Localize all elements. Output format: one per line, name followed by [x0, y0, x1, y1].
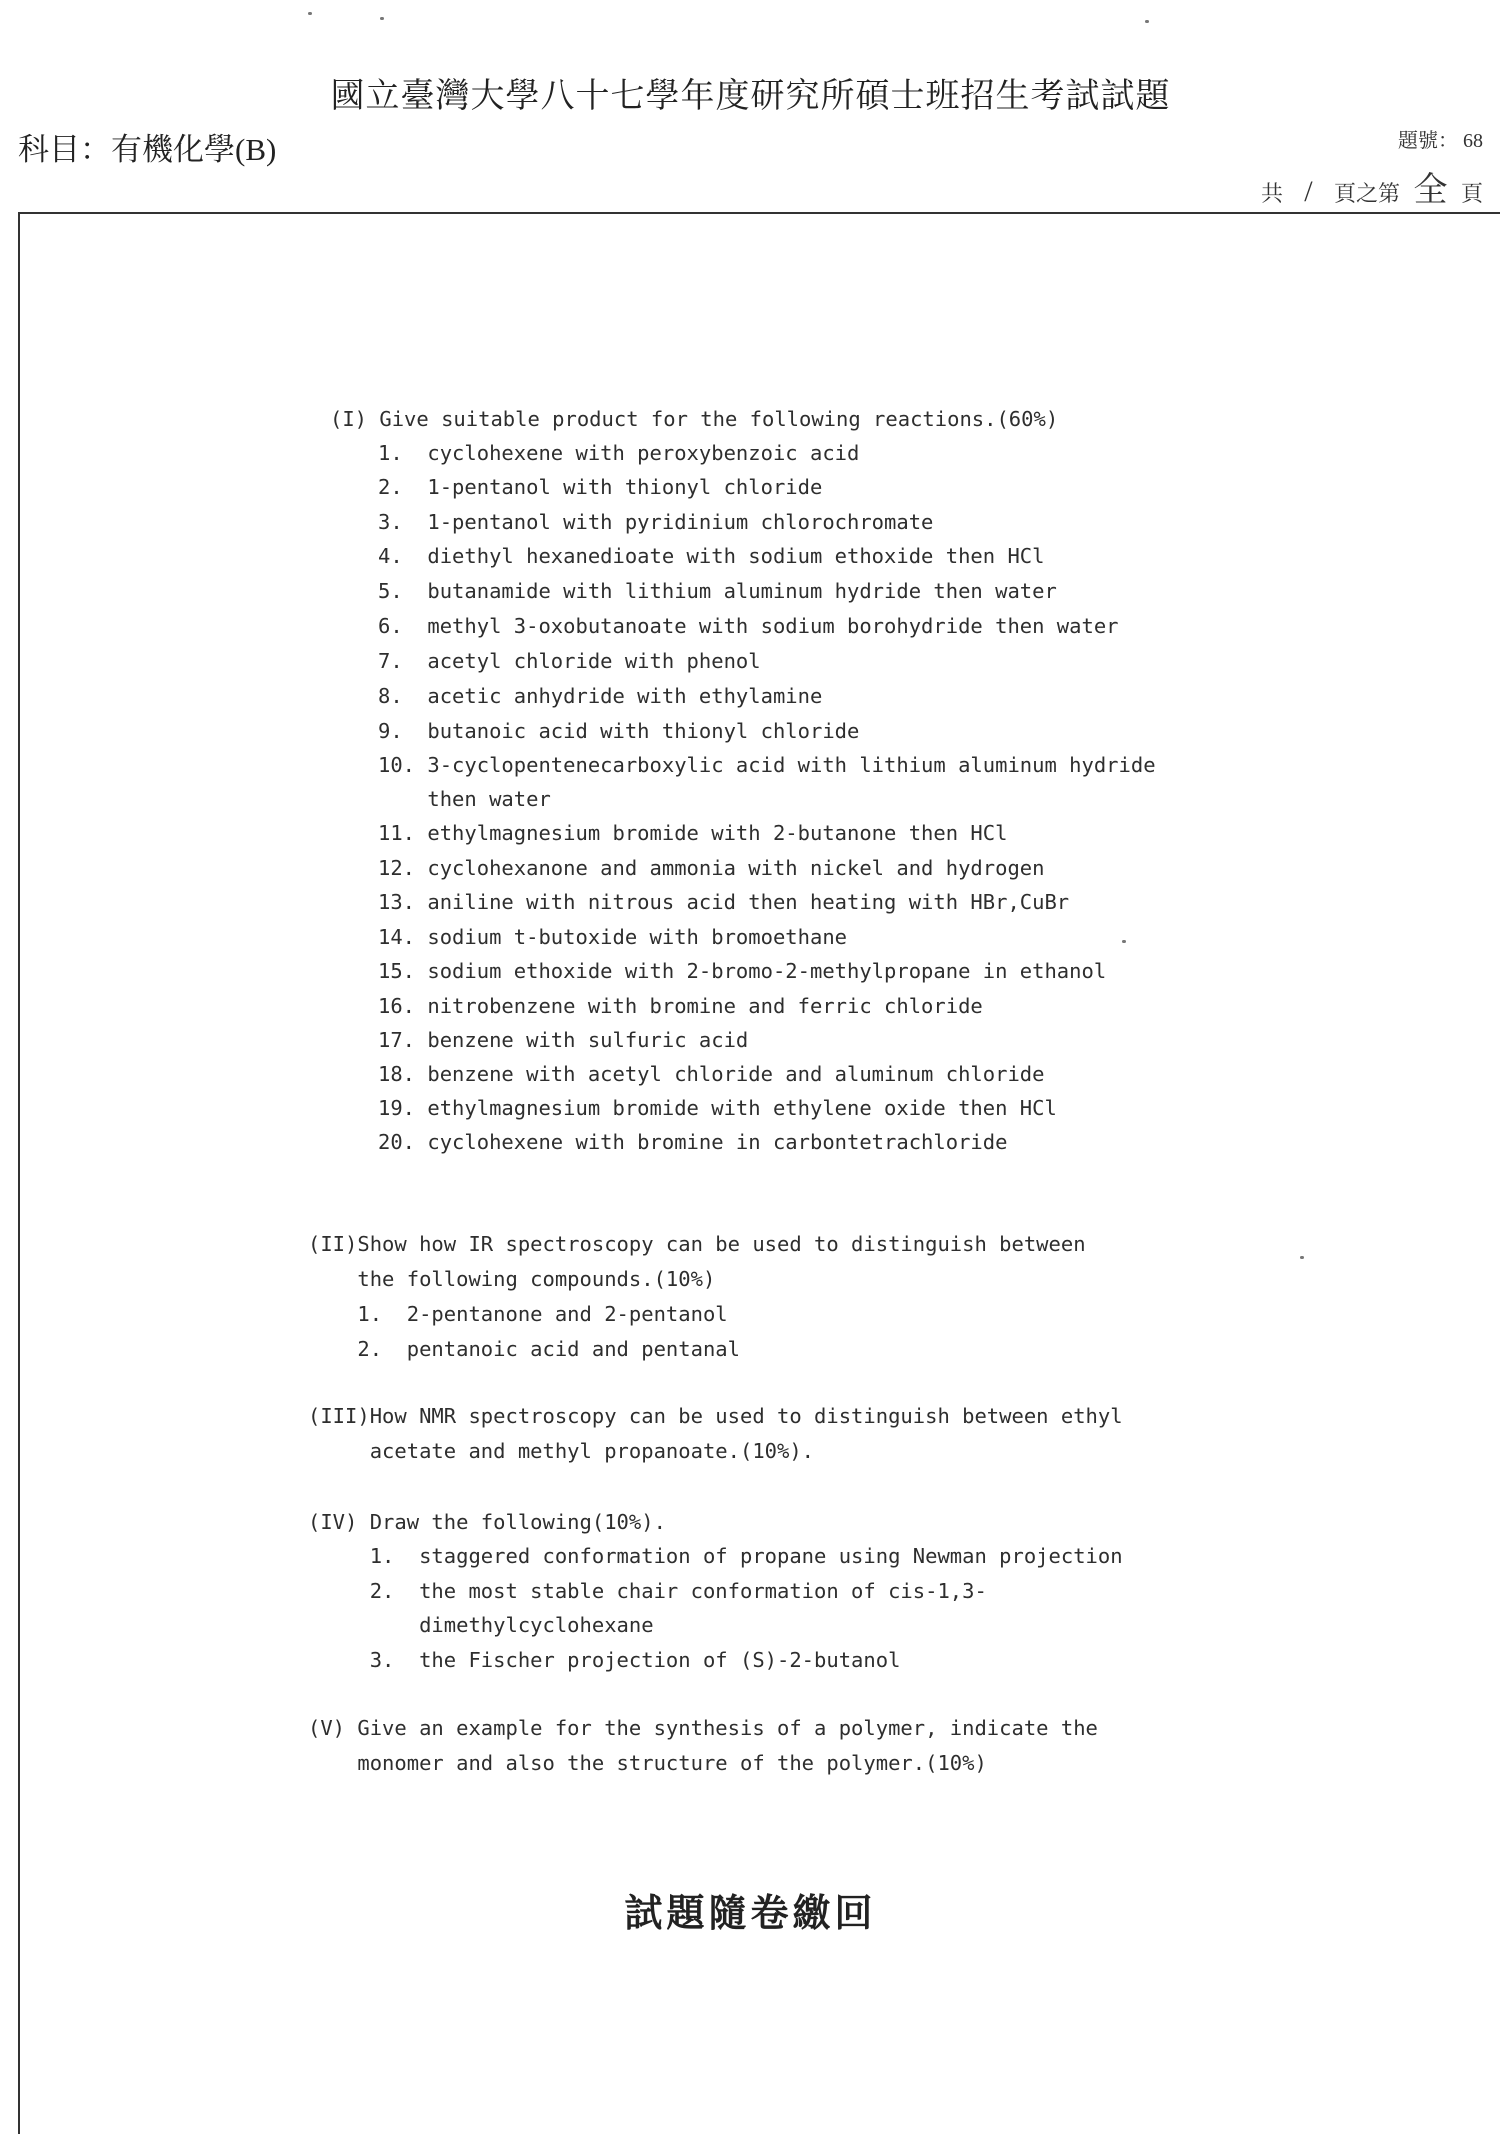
question-item: 17. benzene with sulfuric acid	[378, 1028, 749, 1052]
question-item: 1. 2-pentanone and 2-pentanol	[308, 1302, 728, 1326]
question-item: 18. benzene with acetyl chloride and aluminum chloride	[378, 1062, 1045, 1086]
question-item: 16. nitrobenzene with bromine and ferric chloride	[378, 994, 983, 1018]
section-2-heading: (II)Show how IR spectroscopy can be used to distinguish between	[308, 1232, 1086, 1256]
scan-speck	[1300, 1256, 1304, 1259]
question-item: 14. sodium t-butoxide with bromoethane	[378, 925, 847, 949]
return-notice-stamp: 試題隨卷繳回	[624, 1893, 877, 1935]
subject-label: 科目：有機化學(B)	[18, 132, 277, 167]
section-3-line: acetate and methyl propanoate.(10%).	[308, 1439, 815, 1463]
page-title: 國立臺灣大學八十七學年度研究所碩士班招生考試試題	[330, 78, 1171, 115]
section-1-heading: (I) Give suitable product for the following reactions.(60%)	[330, 407, 1059, 431]
question-item: 13. aniline with nitrous acid then heating with HBr,CuBr	[378, 890, 1070, 914]
question-item: 8. acetic anhydride with ethylamine	[378, 684, 823, 708]
question-item: 6. methyl 3-oxobutanoate with sodium borohydride then water	[378, 614, 1119, 638]
section-5-line: monomer and also the structure of the polymer.(10%)	[308, 1751, 987, 1775]
section-3-heading: (III)How NMR spectroscopy can be used to distinguish between ethyl	[308, 1404, 1123, 1428]
page-count-prefix: 共	[1260, 181, 1283, 206]
question-item: 11. ethylmagnesium bromide with 2-butanone then HCl	[378, 821, 1008, 845]
page-count-mid: 頁之第	[1333, 181, 1400, 206]
question-item: 15. sodium ethoxide with 2-bromo-2-methylpropane in ethanol	[378, 959, 1107, 983]
section-4-heading: (IV) Draw the following(10%).	[308, 1510, 666, 1534]
scan-speck	[1122, 940, 1126, 943]
question-item: 20. cyclohexene with bromine in carbontetrachloride	[378, 1130, 1008, 1154]
question-item: dimethylcyclohexane	[308, 1613, 654, 1637]
answer-frame	[18, 212, 1500, 2134]
question-item: 5. butanamide with lithium aluminum hydride then water	[378, 579, 1057, 603]
page-count	[1261, 162, 1483, 211]
question-item: 1. staggered conformation of propane using Newman projection	[308, 1544, 1123, 1568]
question-item: 4. diethyl hexanedioate with sodium ethoxide then HCl	[378, 544, 1045, 568]
scan-speck	[380, 17, 384, 20]
question-item: 10. 3-cyclopentenecarboxylic acid with lithium aluminum hydride	[378, 753, 1156, 777]
page-count-suffix: 頁	[1460, 181, 1483, 206]
page-count-current: 全	[1413, 172, 1448, 209]
question-item: 12. cyclohexanone and ammonia with nickel and hydrogen	[378, 856, 1045, 880]
question-item: 19. ethylmagnesium bromide with ethylene oxide then HCl	[378, 1096, 1057, 1120]
scan-speck	[308, 12, 312, 15]
question-item: 9. butanoic acid with thionyl chloride	[378, 719, 860, 743]
question-item: 2. pentanoic acid and pentanal	[308, 1337, 740, 1361]
question-item: then water	[378, 787, 551, 811]
question-item: 3. 1-pentanol with pyridinium chlorochromate	[378, 510, 934, 534]
section-2-line: the following compounds.(10%)	[308, 1267, 716, 1291]
question-item: 7. acetyl chloride with phenol	[378, 649, 761, 673]
question-item: 1. cyclohexene with peroxybenzoic acid	[378, 441, 860, 465]
section-5-heading: (V) Give an example for the synthesis of a polymer, indicate the	[308, 1716, 1098, 1740]
scan-speck	[1145, 20, 1149, 23]
question-item: 3. the Fischer projection of (S)-2-butanol	[308, 1648, 901, 1672]
question-item: 2. 1-pentanol with thionyl chloride	[378, 475, 823, 499]
question-item: 2. the most stable chair conformation of cis-1,3-	[308, 1579, 987, 1603]
exam-number: 題號： 68	[1398, 130, 1483, 152]
page-count-total: /	[1304, 175, 1313, 208]
